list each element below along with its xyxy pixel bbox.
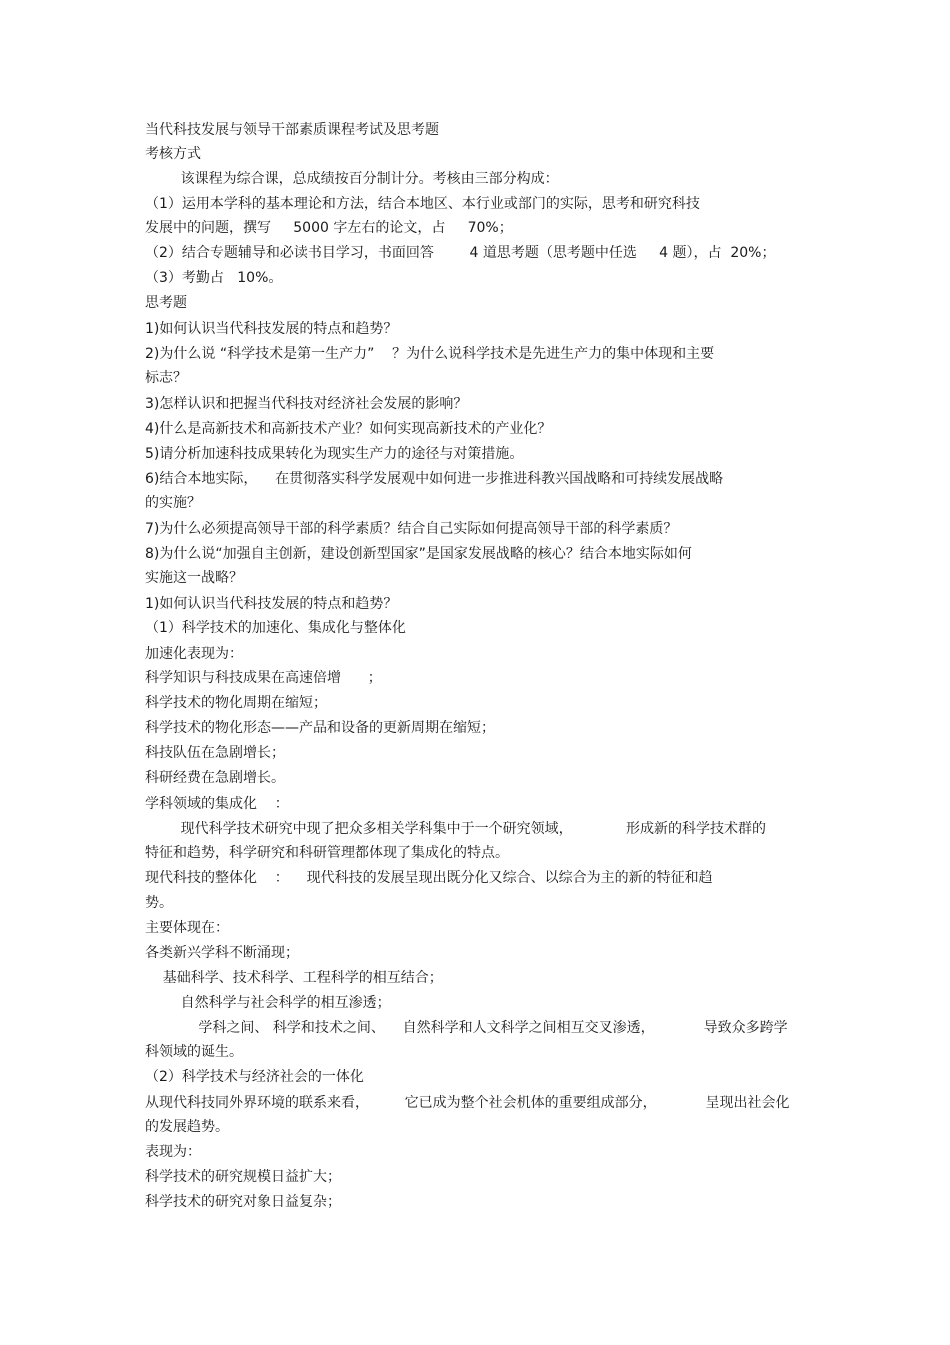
paragraph-line: 加速化表现为： — [145, 646, 243, 662]
question-line: 1)如何认识当代科技发展的特点和趋势？ — [145, 321, 398, 337]
paragraph-line: 科学技术的研究对象日益复杂； — [145, 1194, 341, 1210]
paragraph-line: 主要体现在： — [145, 920, 229, 936]
paragraph-line: 科学知识与科技成果在高速倍增 ； — [145, 670, 382, 686]
paragraph-line: 各类新兴学科不断涌现； — [145, 945, 299, 961]
paragraph-line: 学科领域的集成化 ： — [145, 796, 289, 812]
question-line: 6)结合本地实际， 在贯彻落实科学发展观中如何进一步推进科教兴国战略和可持续发展战略 — [145, 471, 724, 487]
answer-heading: 1)如何认识当代科技发展的特点和趋势？ — [145, 596, 398, 612]
question-line: 8)为什么说“加强自主创新，建设创新型国家”是国家发展战略的核心？结合本地实际如何 — [145, 546, 692, 562]
paragraph-line: 发展中的问题，撰写 5000 字左右的论文，占 70%； — [145, 220, 513, 236]
paragraph-line: 特征和趋势，科学研究和科研管理都体现了集成化的特点。 — [145, 845, 509, 861]
paragraph-line: 现代科技的整体化 ： 现代科技的发展呈现出既分化又综合、以综合为主的新的特征和趋 — [145, 870, 713, 886]
paragraph-line: 科技队伍在急剧增长； — [145, 745, 285, 761]
paragraph-line: 的发展趋势。 — [145, 1119, 229, 1135]
question-line: 7)为什么必须提高领导干部的科学素质？结合自己实际如何提高领导干部的科学素质？ — [145, 521, 678, 537]
paragraph-line: 科领域的诞生。 — [145, 1044, 243, 1060]
question-line: 4)什么是高新技术和高新技术产业？如何实现高新技术的产业化？ — [145, 421, 552, 437]
paragraph-line: （3）考勤占 10%。 — [145, 270, 283, 286]
paragraph-line: 势。 — [145, 895, 173, 911]
paragraph-line: 科研经费在急剧增长。 — [145, 770, 285, 786]
paragraph-line: 科学技术的物化形态——产品和设备的更新周期在缩短； — [145, 720, 495, 736]
question-line: 标志？ — [145, 370, 187, 386]
paragraph-line: 科学技术的物化周期在缩短； — [145, 695, 327, 711]
paragraph-line: 现代科学技术研究中现了把众多相关学科集中于一个研究领域， 形成新的科学技术群的 — [145, 821, 767, 837]
paragraph-line: 基础科学、技术科学、工程科学的相互结合； — [145, 970, 443, 986]
document-title: 当代科技发展与领导干部素质课程考试及思考题 — [145, 122, 439, 138]
section-heading: 思考题 — [145, 295, 187, 311]
paragraph-line: 学科之间、 科学和技术之间、 自然科学和人文科学之间相互交叉渗透， 导致众多跨学 — [145, 1020, 788, 1036]
paragraph-line: （2）结合专题辅导和必读书目学习，书面回答 4 道思考题（思考题中任选 4 题），占 20%； — [145, 245, 776, 261]
question-line: 实施这一战略？ — [145, 570, 243, 586]
answer-subheading: （2）科学技术与经济社会的一体化 — [145, 1069, 364, 1085]
paragraph-line: 从现代科技同外界环境的联系来看， 它已成为整个社会机体的重要组成部分， 呈现出社会化 — [145, 1095, 790, 1111]
paragraph-line: 该课程为综合课，总成绩按百分制计分。考核由三部分构成： — [145, 171, 559, 187]
section-heading: 考核方式 — [145, 146, 201, 162]
question-line: 5)请分析加速科技成果转化为现实生产力的途径与对策措施。 — [145, 446, 524, 462]
paragraph-line: （1）运用本学科的基本理论和方法，结合本地区、本行业或部门的实际，思考和研究科技 — [145, 196, 700, 212]
question-line: 3)怎样认识和把握当代科技对经济社会发展的影响？ — [145, 396, 468, 412]
question-line: 的实施？ — [145, 495, 201, 511]
question-line: 2)为什么说 “科学技术是第一生产力” ？为什么说科学技术是先进生产力的集中体现和主要 — [145, 346, 715, 362]
paragraph-line: 科学技术的研究规模日益扩大； — [145, 1169, 341, 1185]
paragraph-line: 表现为： — [145, 1144, 201, 1160]
answer-subheading: （1）科学技术的加速化、集成化与整体化 — [145, 620, 406, 636]
paragraph-line: 自然科学与社会科学的相互渗透； — [145, 995, 391, 1011]
